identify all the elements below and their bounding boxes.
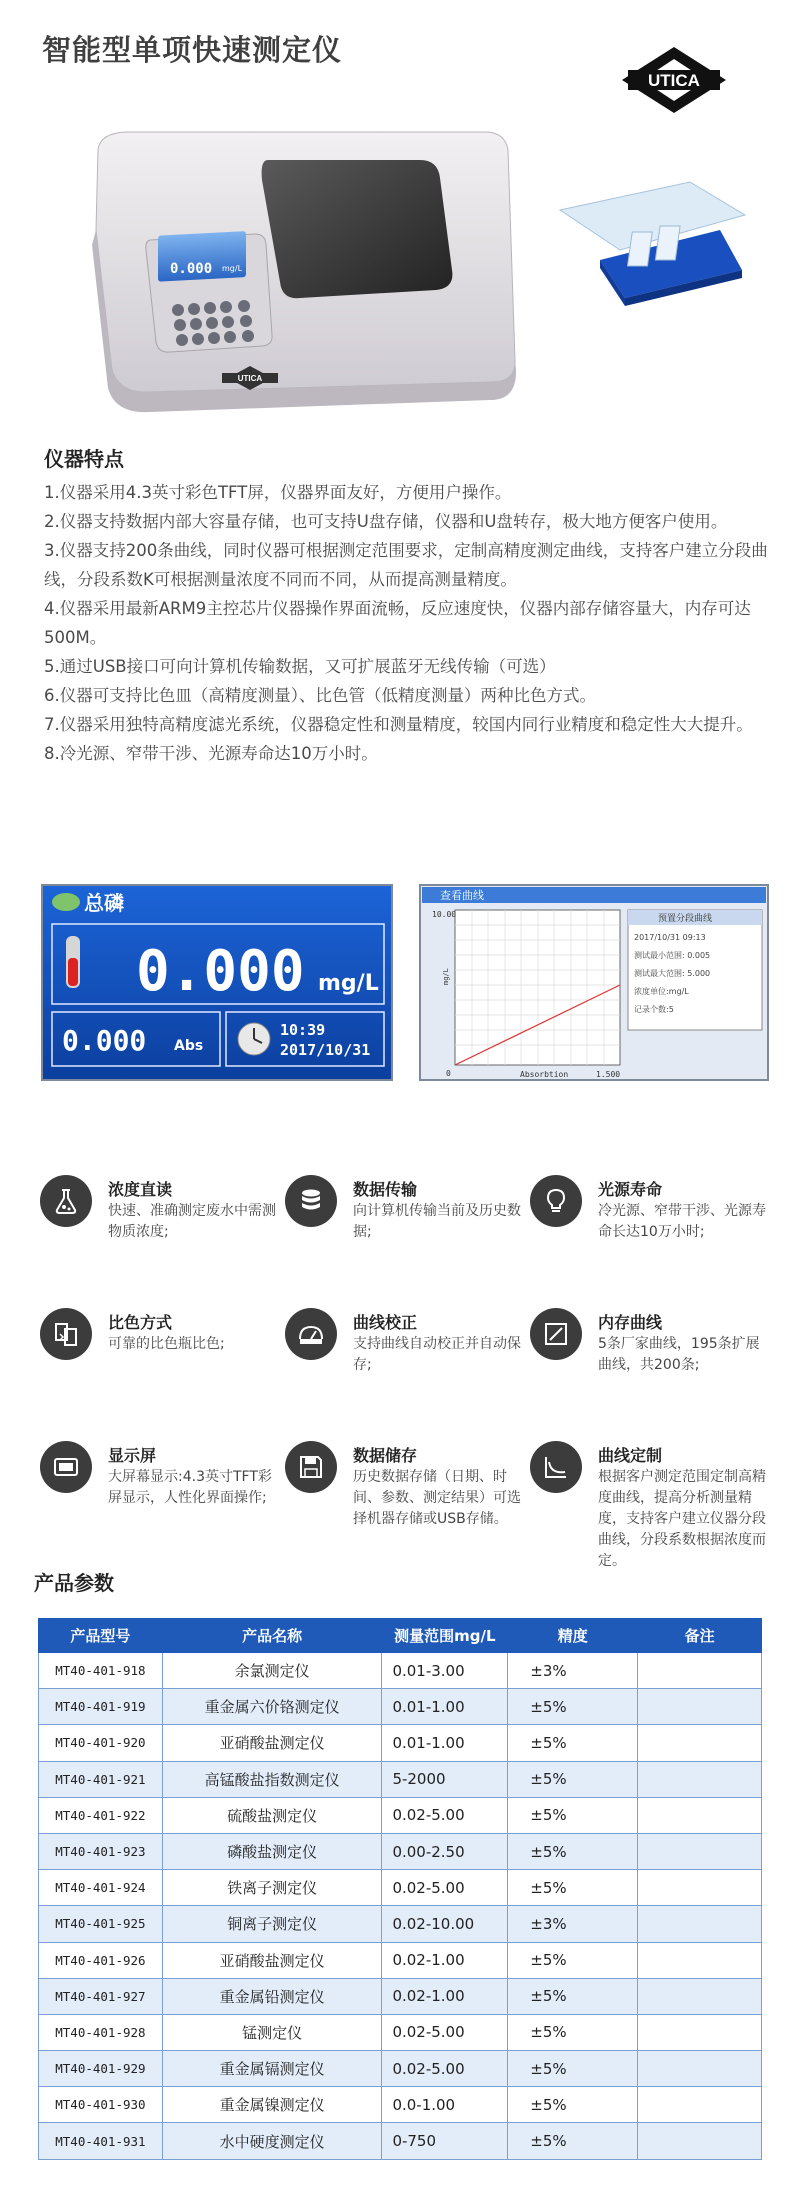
spec-title: 曲线校正: [353, 1313, 418, 1332]
note-cell: [638, 1689, 762, 1725]
name-cell: 余氯测定仪: [162, 1653, 382, 1689]
gauge-icon: [285, 1308, 337, 1360]
accuracy-cell: ±5%: [508, 1942, 638, 1978]
accuracy-cell: ±5%: [508, 1761, 638, 1797]
spec-item: [40, 1308, 280, 1428]
model-cell: MT40-401-928: [39, 2014, 163, 2050]
screen-parameter-title: 总磷: [84, 891, 124, 915]
curve-y-max: 10.00: [432, 910, 457, 919]
device-logo-text: UTICA: [237, 374, 263, 383]
flask-icon: [40, 1175, 92, 1227]
device-display-value: 0.000: [170, 261, 213, 277]
spec-item: [530, 1308, 770, 1428]
spec-title: 数据传输: [353, 1180, 418, 1199]
database-icon: [285, 1175, 337, 1227]
note-cell: [638, 1978, 762, 2014]
curve-panel-line: 记录个数:5: [634, 1005, 674, 1014]
curve-panel-line: 测试最小范围: 0.005: [634, 951, 711, 960]
model-cell: MT40-401-922: [39, 1797, 163, 1833]
range-cell: 5-2000: [382, 1761, 508, 1797]
curve-panel-line: 2017/10/31 09:13: [634, 933, 706, 942]
accuracy-cell: ±3%: [508, 1906, 638, 1942]
name-cell: 重金属镍测定仪: [162, 2087, 382, 2123]
feature-item: 5.通过USB接口可向计算机传输数据，又可扩展蓝牙无线传输（可选）: [44, 657, 556, 676]
table-row: [39, 2051, 762, 2087]
accuracy-cell: ±5%: [508, 1833, 638, 1869]
range-cell: 0-750: [382, 2123, 508, 2159]
name-cell: 亚硝酸盐测定仪: [162, 1725, 382, 1761]
compare-icon: [40, 1308, 92, 1360]
accuracy-cell: ±5%: [508, 2087, 638, 2123]
name-cell: 硫酸盐测定仪: [162, 1797, 382, 1833]
table-header-row: [39, 1619, 762, 1653]
curve-x-label: Absorbtion: [520, 1070, 569, 1079]
feature-item: 1.仪器采用4.3英寸彩色TFT屏，仪器界面友好，方便用户操作。: [44, 483, 512, 502]
name-cell: 铁离子测定仪: [162, 1870, 382, 1906]
spec-item: [285, 1441, 525, 1561]
feature-item: 7.仪器采用独特高精度滤光系统，仪器稳定性和测量精度，较国内同行业精度和稳定性大大提升。: [44, 715, 753, 734]
table-row: [39, 1725, 762, 1761]
spec-desc: 快速、准确测定废水中需测物质浓度;: [108, 1203, 276, 1240]
params-table: [38, 1618, 762, 2160]
accuracy-cell: ±5%: [508, 1797, 638, 1833]
accuracy-cell: ±3%: [508, 1653, 638, 1689]
spec-grid: [40, 1175, 770, 1585]
feature-item: 6.仪器可支持比色皿（高精度测量）、比色管（低精度测量）两种比色方式。: [44, 686, 596, 705]
name-cell: 磷酸盐测定仪: [162, 1833, 382, 1869]
note-cell: [638, 1942, 762, 1978]
model-cell: MT40-401-926: [39, 1942, 163, 1978]
logo-text: UTICA: [648, 71, 700, 90]
model-cell: MT40-401-920: [39, 1725, 163, 1761]
range-cell: 0.02-5.00: [382, 2051, 508, 2087]
spec-desc: 冷光源、窄带干涉、光源寿命长达10万小时;: [598, 1203, 766, 1240]
range-cell: 0.01-3.00: [382, 1653, 508, 1689]
spec-title: 浓度直读: [108, 1180, 173, 1199]
name-cell: 亚硝酸盐测定仪: [162, 1942, 382, 1978]
model-cell: MT40-401-919: [39, 1689, 163, 1725]
spec-item: [40, 1175, 280, 1295]
spec-item: [40, 1441, 280, 1561]
features-title: 仪器特点: [44, 447, 124, 471]
table-row: [39, 1906, 762, 1942]
table-row: [39, 1833, 762, 1869]
spec-item: [285, 1308, 525, 1428]
accuracy-cell: ±5%: [508, 2014, 638, 2050]
column-header: 产品型号: [39, 1619, 163, 1653]
curve-x-max: 1.500: [596, 1070, 621, 1079]
range-cell: 0.02-1.00: [382, 1942, 508, 1978]
model-cell: MT40-401-927: [39, 1978, 163, 2014]
range-cell: 0.00-2.50: [382, 1833, 508, 1869]
curve-x-min: 0: [446, 1069, 451, 1078]
product-photo: [0, 120, 800, 440]
features-list: [44, 478, 774, 768]
spec-desc: 支持曲线自动校正并自动保存;: [353, 1336, 521, 1373]
utica-logo: [620, 45, 728, 115]
name-cell: 高锰酸盐指数测定仪: [162, 1761, 382, 1797]
accuracy-cell: ±5%: [508, 1725, 638, 1761]
spec-title: 比色方式: [108, 1313, 173, 1332]
column-header: 精度: [508, 1619, 638, 1653]
screen-main-value: 0.000: [136, 939, 305, 1004]
accuracy-cell: ±5%: [508, 2051, 638, 2087]
name-cell: 重金属六价铬测定仪: [162, 1689, 382, 1725]
model-cell: MT40-401-923: [39, 1833, 163, 1869]
spec-title: 光源寿命: [598, 1180, 663, 1199]
note-cell: [638, 1833, 762, 1869]
accuracy-cell: ±5%: [508, 1870, 638, 1906]
range-cell: 0.01-1.00: [382, 1725, 508, 1761]
screen-main-unit: mg/L: [318, 971, 379, 996]
device-display-unit: mg/L: [222, 264, 243, 273]
column-header: 产品名称: [162, 1619, 382, 1653]
screen-previews: [0, 880, 800, 1110]
table-row: [39, 1870, 762, 1906]
screen-time: 10:39: [280, 1021, 326, 1039]
curve-y-label: mg/L: [442, 968, 450, 985]
note-cell: [638, 1906, 762, 1942]
curve-panel-line: 浓度单位:mg/L: [634, 987, 689, 996]
note-cell: [638, 1653, 762, 1689]
curve-panel-line: 测试最大范围: 5.000: [634, 969, 711, 978]
screen-abs-unit: Abs: [174, 1038, 204, 1054]
range-cell: 0.02-5.00: [382, 2014, 508, 2050]
name-cell: 锰测定仪: [162, 2014, 382, 2050]
spec-item: [530, 1175, 770, 1295]
page-title: 智能型单项快速测定仪: [42, 33, 343, 67]
note-cell: [638, 2014, 762, 2050]
table-row: [39, 1653, 762, 1689]
note-cell: [638, 1725, 762, 1761]
table-row: [39, 2123, 762, 2159]
range-cell: 0.0-1.00: [382, 2087, 508, 2123]
model-cell: MT40-401-921: [39, 1761, 163, 1797]
range-cell: 0.02-1.00: [382, 1978, 508, 2014]
spec-title: 曲线定制: [598, 1446, 663, 1465]
spec-desc: 可靠的比色瓶比色;: [108, 1336, 225, 1352]
spec-desc: 5条厂家曲线，195条扩展曲线，共200条;: [598, 1336, 760, 1373]
table-row: [39, 2014, 762, 2050]
model-cell: MT40-401-929: [39, 2051, 163, 2087]
curve-screen: [420, 885, 768, 1080]
model-cell: MT40-401-918: [39, 1653, 163, 1689]
table-row: [39, 1942, 762, 1978]
table-row: [39, 1761, 762, 1797]
feature-item: 4.仪器采用最新ARM9主控芯片仪器操作界面流畅，反应速度快，仪器内部存储容量大，内存可达500M。: [44, 599, 751, 647]
spec-item: [285, 1175, 525, 1295]
model-cell: MT40-401-931: [39, 2123, 163, 2159]
note-cell: [638, 2123, 762, 2159]
model-cell: MT40-401-930: [39, 2087, 163, 2123]
table-row: [39, 2087, 762, 2123]
range-cell: 0.02-10.00: [382, 1906, 508, 1942]
table-row: [39, 1797, 762, 1833]
feature-item: 2.仪器支持数据内部大容量存储，也可支持U盘存储，仪器和U盘转存，极大地方便客户使用。: [44, 512, 728, 531]
curve-box-icon: [530, 1308, 582, 1360]
spec-desc: 历史数据存储（日期、时间、参数、测定结果）可选择机器存储或USB存储。: [353, 1469, 521, 1527]
table-row: [39, 1689, 762, 1725]
screen-date: 2017/10/31: [280, 1041, 371, 1059]
note-cell: [638, 1870, 762, 1906]
spec-title: 显示屏: [108, 1446, 157, 1465]
save-icon: [285, 1441, 337, 1493]
accuracy-cell: ±5%: [508, 1978, 638, 2014]
params-title: 产品参数: [34, 1571, 114, 1595]
name-cell: 重金属镉测定仪: [162, 2051, 382, 2087]
accuracy-cell: ±5%: [508, 2123, 638, 2159]
name-cell: 重金属铅测定仪: [162, 1978, 382, 2014]
custom-curve-icon: [530, 1441, 582, 1493]
column-header: 备注: [638, 1619, 762, 1653]
feature-item: 8.冷光源、窄带干涉、光源寿命达10万小时。: [44, 744, 378, 763]
feature-item: 3.仪器支持200条曲线，同时仪器可根据测定范围要求，定制高精度测定曲线，支持客户建立分段曲线，分段系数K可根据测量浓度不同而不同，从而提高测量精度。: [44, 541, 768, 589]
spec-title: 数据储存: [353, 1446, 418, 1465]
model-cell: MT40-401-925: [39, 1906, 163, 1942]
lightbulb-icon: [530, 1175, 582, 1227]
column-header: 测量范围mg/L: [382, 1619, 508, 1653]
model-cell: MT40-401-924: [39, 1870, 163, 1906]
spec-desc: 大屏幕显示:4.3英寸TFT彩屏显示，人性化界面操作;: [108, 1469, 272, 1506]
range-cell: 0.02-5.00: [382, 1797, 508, 1833]
monitor-icon: [40, 1441, 92, 1493]
range-cell: 0.02-5.00: [382, 1870, 508, 1906]
screen-abs-value: 0.000: [62, 1024, 147, 1057]
note-cell: [638, 2051, 762, 2087]
spec-title: 内存曲线: [598, 1313, 663, 1332]
main-measure-screen: [42, 885, 392, 1080]
name-cell: 铜离子测定仪: [162, 1906, 382, 1942]
note-cell: [638, 1761, 762, 1797]
name-cell: 水中硬度测定仪: [162, 2123, 382, 2159]
note-cell: [638, 2087, 762, 2123]
curve-panel-title: 预置分段曲线: [658, 914, 713, 924]
spec-desc: 根据客户测定范围定制高精度曲线，提高分析测量精度，支持客户建立仪器分段曲线，分段系数根据浓度而定。: [598, 1469, 766, 1569]
range-cell: 0.01-1.00: [382, 1689, 508, 1725]
accuracy-cell: ±5%: [508, 1689, 638, 1725]
note-cell: [638, 1797, 762, 1833]
spec-item: [530, 1441, 770, 1569]
spec-desc: 向计算机传输当前及历史数据;: [353, 1203, 521, 1240]
curve-screen-title: 查看曲线: [440, 889, 484, 902]
table-row: [39, 1978, 762, 2014]
